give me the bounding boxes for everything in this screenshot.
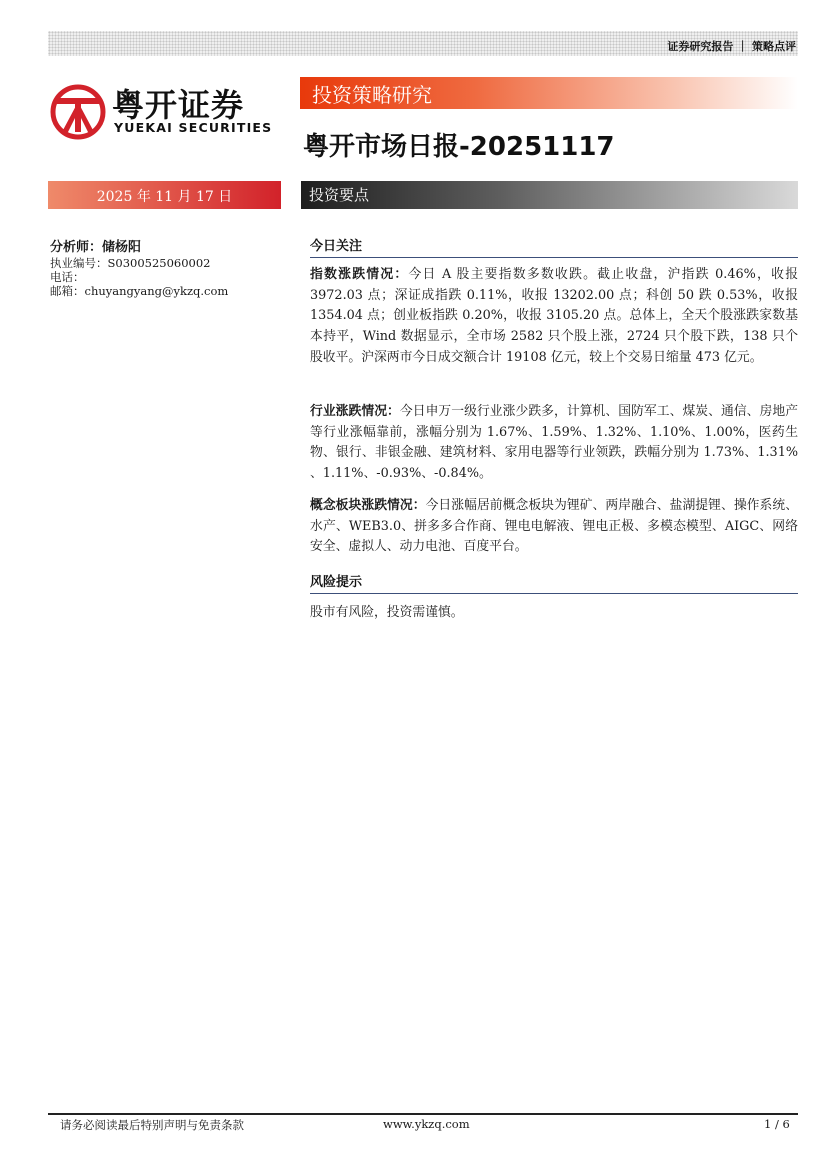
yuekai-logo-icon (50, 84, 106, 140)
concept-paragraph (310, 496, 798, 558)
paragraph-lead: 指数涨跌情况： (310, 267, 409, 282)
report-type-tag: 证券研究报告 ｜ 策略点评 (667, 40, 796, 53)
analyst-email: 邮箱：chuyangyang@ykzq.com (50, 284, 229, 298)
index-paragraph (310, 265, 798, 369)
analyst-name: 分析师：储杨阳 (50, 240, 142, 255)
section-bar (301, 181, 798, 209)
report-date: 2025 年 11 月 17 日 (96, 189, 233, 205)
logo-name-en: YUEKAI SECURITIES (114, 120, 273, 135)
paragraph-lead: 概念板块涨跌情况： (310, 498, 426, 513)
risk-text: 股市有风险，投资需谨慎。 (310, 605, 464, 620)
section-label: 投资要点 (309, 186, 370, 204)
paragraph-lead: 行业涨跌情况： (310, 404, 400, 419)
category-label: 投资策略研究 (312, 83, 432, 107)
industry-paragraph (310, 402, 798, 485)
footer-disclaimer: 请务必阅读最后特别声明与免责条款 (60, 1118, 244, 1132)
analyst-license: 执业编号：S0300525060002 (50, 256, 211, 270)
report-title: 粤开市场日报-20251117 (303, 132, 615, 162)
logo-name-cn: 粤开证券 (112, 86, 245, 124)
risk-heading: 风险提示 (310, 571, 798, 594)
paragraph-text: 今日 A 股主要指数多数收跌。截止收盘，沪指跌 0.46%，收报 3972.03 点；深证成指跌 0.11%，收报 13202.00 点；科创 50 跌 0.53%，收报 1354.04 点；创业板指跌 0.20%，收报 3105.20 点。总体上，全天个股涨跌家数基本持平，Wind 数据显示，全市场 2582 只个股上涨，2724 只个股下跌，138 只个股收平。沪深两市今日成交额合计 19108 亿元，较上个交易日缩量 473 亿元。 (310, 267, 798, 365)
page-number: 1 / 6 (764, 1117, 790, 1131)
analyst-phone: 电话： (50, 270, 85, 284)
paragraph-text: 今日申万一级行业涨少跌多，计算机、国防军工、煤炭、通信、房地产等行业涨幅靠前，涨幅分别为 1.67%、1.59%、1.32%、1.10%、1.00%，医药生物、银行、非银金融、建筑材料、家用电器等行业领跌，跌幅分别为 1.73%、1.31% 、1.11%、-0.93%、-0.84%。 (310, 404, 799, 482)
today-focus-heading: 今日关注 (310, 235, 798, 258)
footer-rule (48, 1113, 798, 1115)
footer-website: www.ykzq.com (383, 1117, 470, 1131)
paragraph-text: 今日涨幅居前概念板块为锂矿、两岸融合、盐湖提锂、操作系统、水产、WEB3.0、拼多多合作商、锂电电解液、锂电正极、多模态模型、AIGC、网络安全、虚拟人、动力电池、百度平台。 (310, 498, 799, 555)
